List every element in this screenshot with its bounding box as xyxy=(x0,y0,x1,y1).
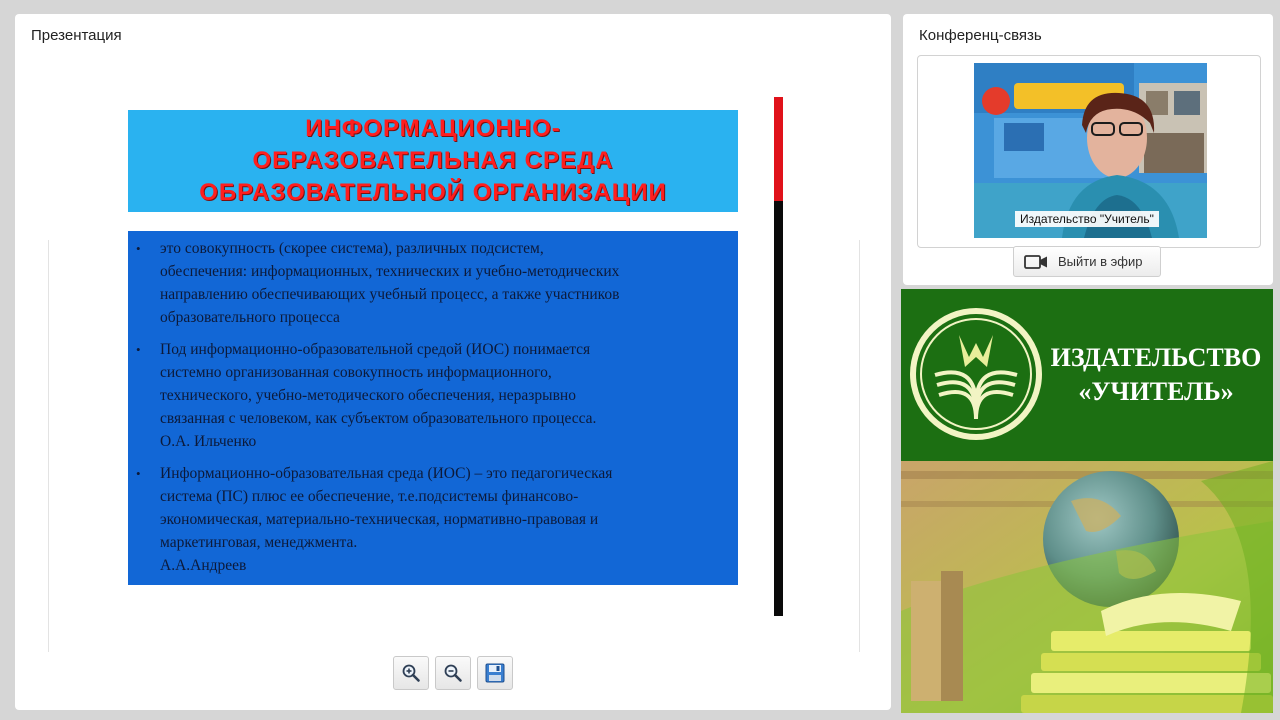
brand-line1: ИЗДАТЕЛЬСТВО xyxy=(1050,343,1262,372)
slide-title-box xyxy=(128,110,738,212)
bullet-text: это совокупность (скорее система), различных подсистем, обеспечения: информационных, технических и учебно-методических направлению обеспечивающих учебный процесс, а также участников образовательного процесса xyxy=(160,240,620,326)
presentation-toolbar xyxy=(393,656,513,690)
bullet-marker: • xyxy=(136,466,141,481)
video-camera-icon xyxy=(1024,255,1048,269)
slide-title: ИНФОРМАЦИОННО- ОБРАЗОВАТЕЛЬНАЯ СРЕДА ОБРАЗОВАТЕЛЬНОЙ ОРГАНИЗАЦИИ xyxy=(199,115,667,206)
video-container xyxy=(917,55,1261,248)
slide-decor-red-bar xyxy=(774,97,783,201)
zoom-out-icon xyxy=(443,663,463,683)
brand-name xyxy=(1041,341,1271,409)
slide-bullet xyxy=(136,338,728,453)
zoom-in-icon xyxy=(401,663,421,683)
presentation-panel xyxy=(15,14,891,710)
slide-bullet xyxy=(136,237,728,329)
save-button[interactable] xyxy=(477,656,513,690)
go-live-button[interactable] xyxy=(1013,246,1161,277)
conference-panel xyxy=(903,14,1273,285)
slide-body xyxy=(128,231,738,585)
bullet-text: Под информационно-образовательной средой (ИОС) понимается системно организованная совокупность информационного, технического, учебно-методического обеспечения, неразрывно связанная с человеком, как субъектом образовательного процесса. О.А. Ильченко xyxy=(160,341,597,450)
conference-panel-title: Конференц-связь xyxy=(919,27,1042,44)
bullet-text: Информационно-образовательная среда (ИОС) – это педагогическая система (ПС) плюс ее обеспечение, т.е.подсистемы финансово- экономическая, материально-техническая, нормативно-правовая и маркетинговая, менеджмента. А.А.Андреев xyxy=(160,465,613,574)
save-icon xyxy=(484,662,506,684)
slide-bullet xyxy=(136,462,728,577)
zoom-in-button[interactable] xyxy=(393,656,429,690)
bullet-marker: • xyxy=(136,342,141,357)
participant-name-label: Издательство "Учитель" xyxy=(1015,211,1159,227)
go-live-label: Выйти в эфир xyxy=(1058,254,1143,269)
bullet-marker: • xyxy=(136,241,141,256)
books-globe-image xyxy=(901,461,1273,713)
zoom-out-button[interactable] xyxy=(435,656,471,690)
brand-panel xyxy=(901,289,1273,713)
publisher-logo-icon xyxy=(907,305,1045,443)
slide-decor-black-bar xyxy=(774,201,783,616)
brand-header xyxy=(901,289,1273,461)
brand-line2: «УЧИТЕЛЬ» xyxy=(1078,377,1234,406)
participant-video[interactable] xyxy=(974,63,1207,238)
presentation-panel-title: Презентация xyxy=(31,27,122,44)
